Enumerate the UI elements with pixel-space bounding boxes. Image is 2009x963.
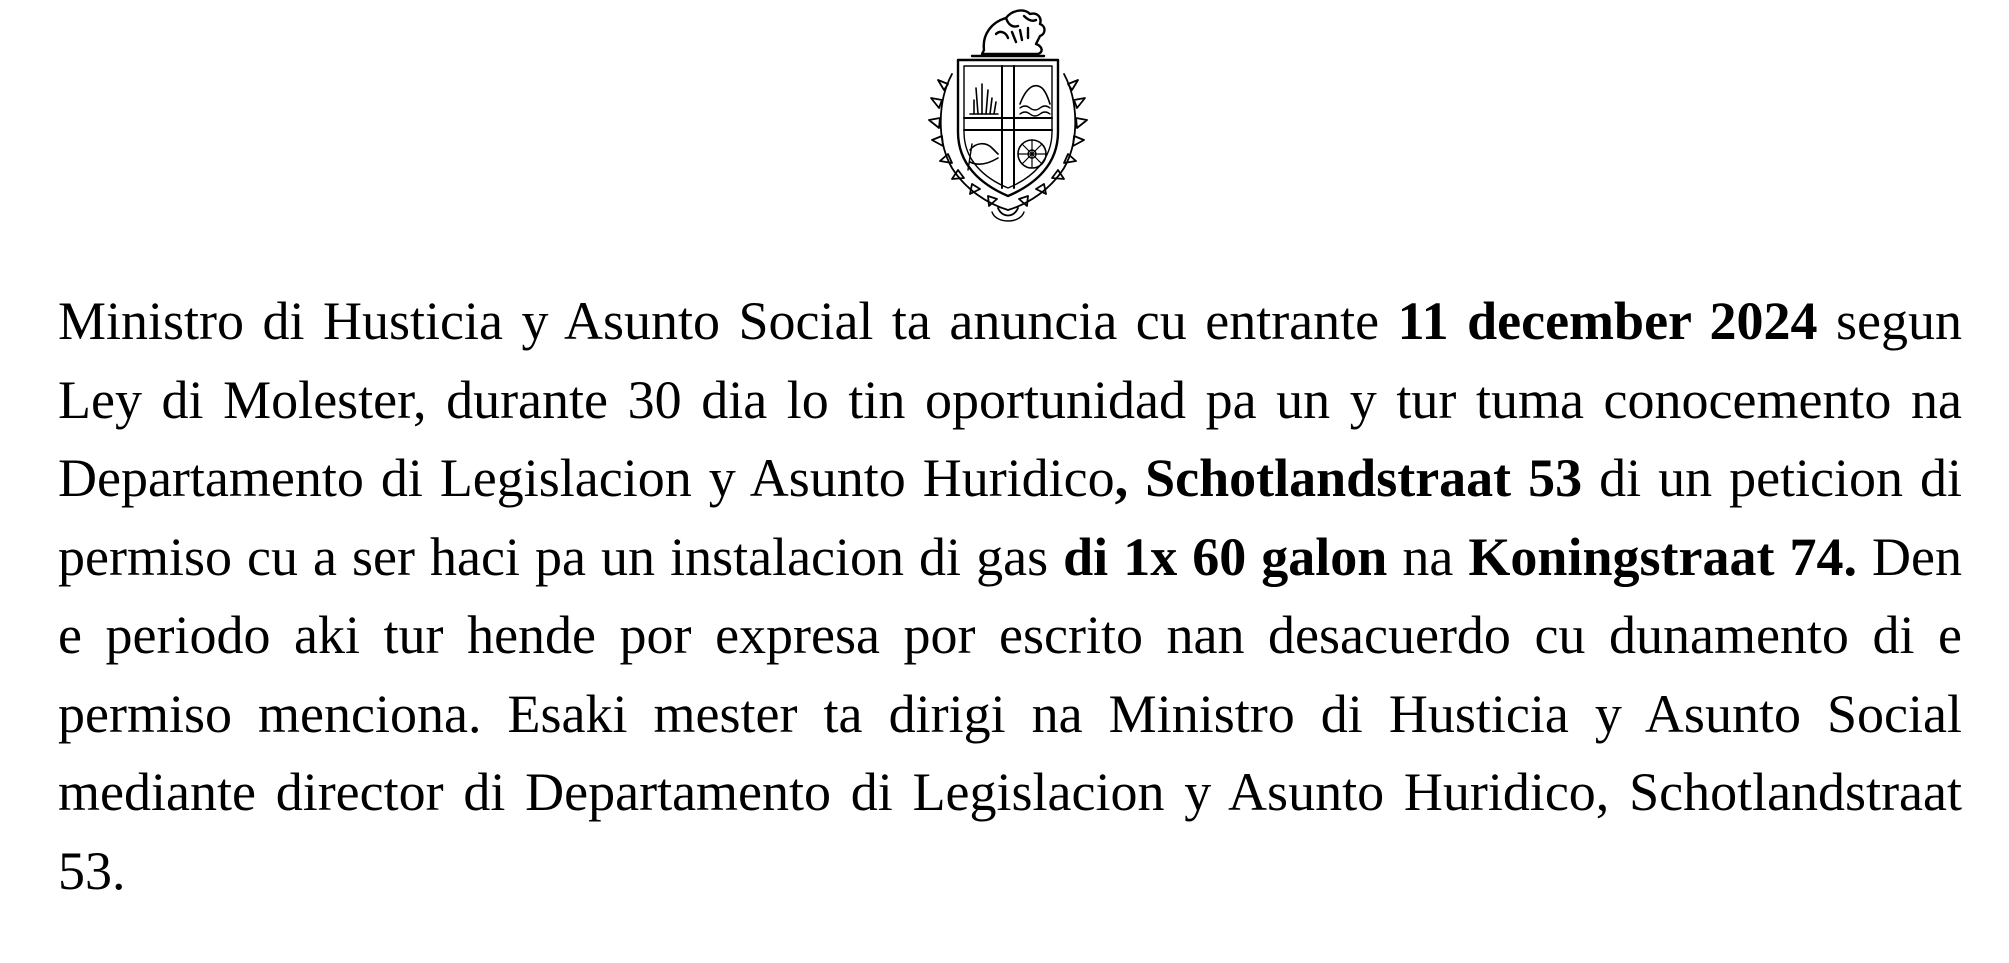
coat-of-arms-icon [912,4,1104,230]
notice-paragraph [58,282,1962,910]
shield-icon [958,60,1058,196]
text-segment: di un peticion di permiso cu a ser haci pa un instalacion di gas [58,448,1962,587]
text-segment: Den e periodo aki tur hende por expresa por escrito nan desacuerdo cu dunamento di e permiso menciona. Esaki mester ta dirigi na Ministro di Husticia y Asunto Social mediante director di Departamento di Legislacion y Asunto Huridico, Schotlandstraat 53. [58,526,1962,901]
text-segment: na [1387,526,1469,587]
bold-text-segment: 11 december 2024 [1397,291,1818,351]
text-segment: Ministro di Husticia y Asunto Social ta anuncia cu entrante [58,291,1398,351]
laurel-wreath-icon [929,74,1087,221]
lion-crest-icon [972,11,1045,56]
text-segment: segun Ley di Molester, durante 30 dia lo tin oportunidad pa un y tur tuma conocemento na Departamento di Legislacion y Asunto Huridico [58,291,1963,508]
bold-text-segment: Koningstraat 74. [1468,526,1857,587]
bold-text-segment: , Schotlandstraat 53 [1114,448,1583,508]
bold-text-segment: di 1x 60 galon [1063,526,1388,587]
